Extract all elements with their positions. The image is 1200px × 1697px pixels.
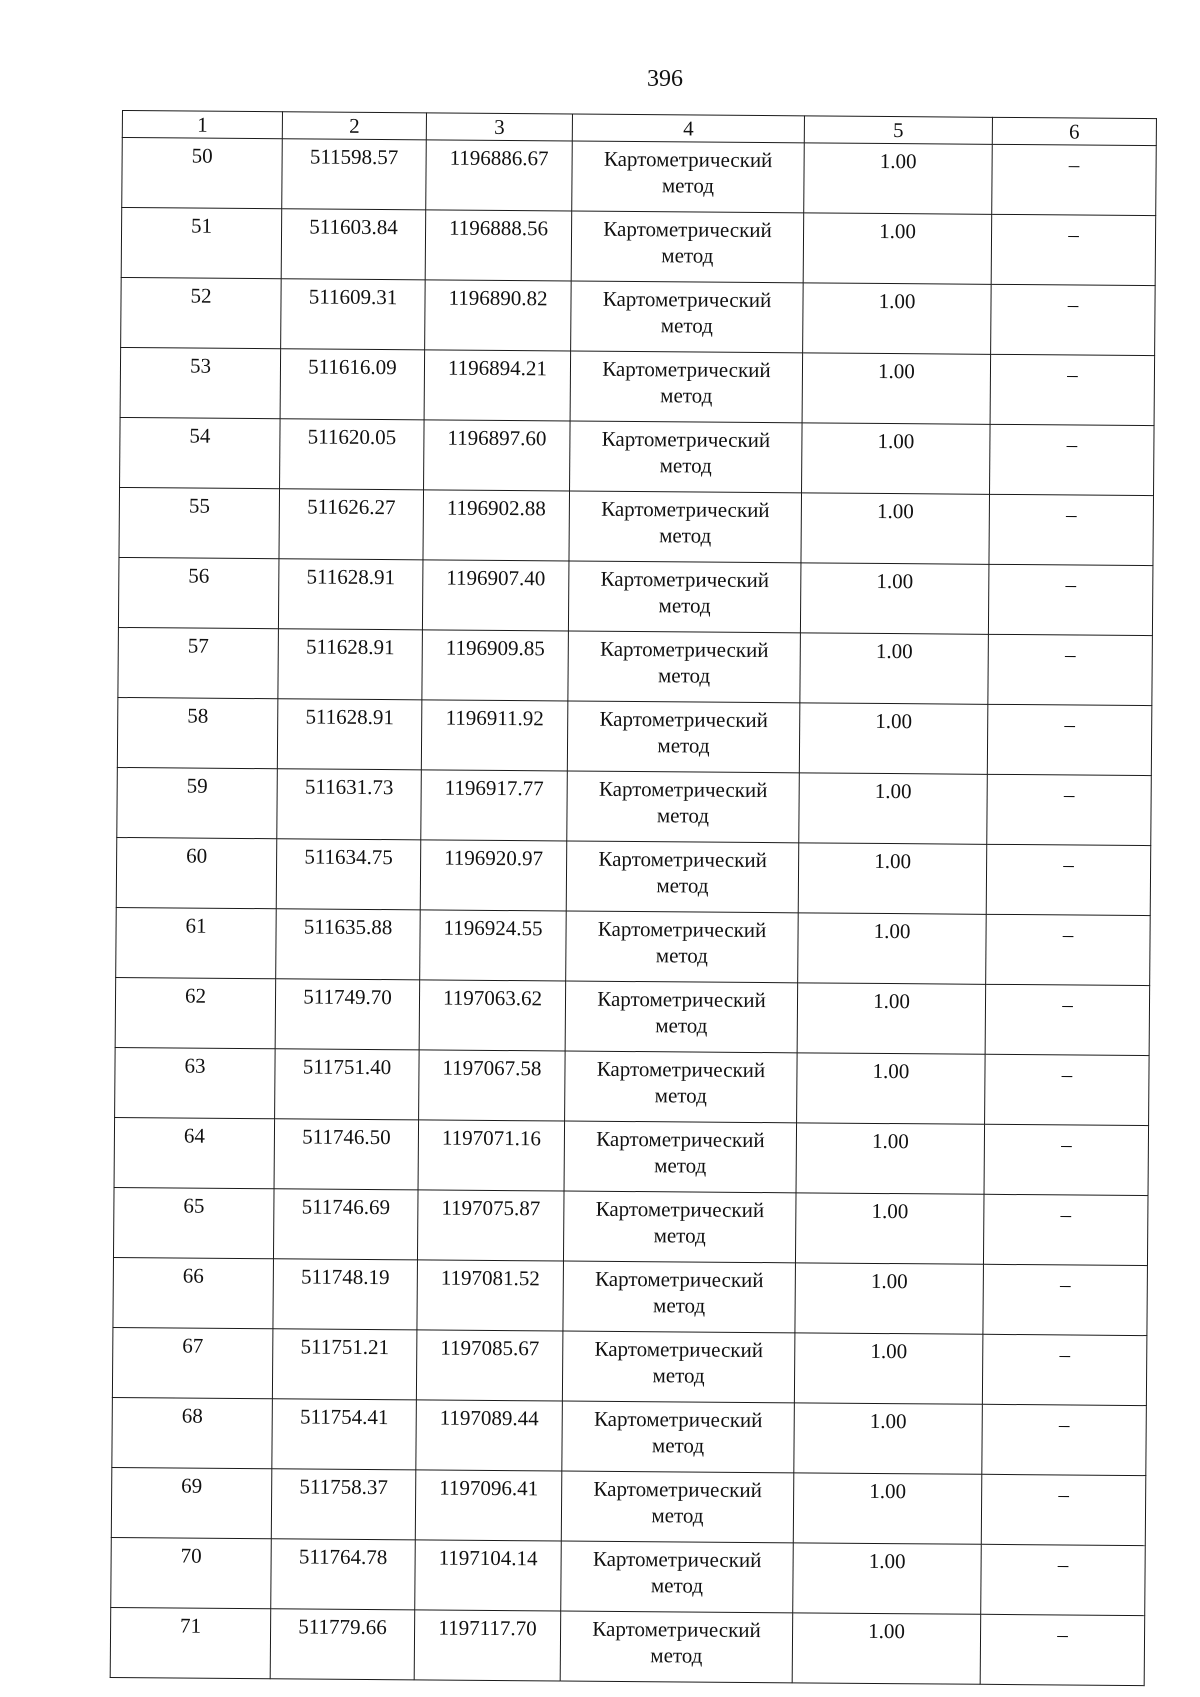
note-cell: – [988, 564, 1153, 635]
accuracy-cell: 1.00 [797, 983, 986, 1054]
method-cell [565, 1051, 798, 1123]
note-cell: – [990, 424, 1155, 495]
method-line-1: Картометрический [601, 426, 771, 453]
point-number-cell: 51 [121, 208, 282, 279]
accuracy-cell: 1.00 [793, 1543, 982, 1614]
x-coordinate-cell: 511628.91 [277, 699, 422, 770]
method-line-1: Картометрический [596, 1126, 765, 1153]
method-line-1: Картометрический [601, 496, 770, 523]
note-cell: – [992, 144, 1157, 215]
accuracy-cell: 1.00 [798, 843, 987, 914]
accuracy-cell: 1.00 [800, 633, 989, 704]
x-coordinate-cell: 511764.78 [271, 1539, 416, 1610]
column-header-3: 3 [426, 113, 572, 141]
method-line-2: метод [654, 1083, 707, 1108]
accuracy-cell: 1.00 [795, 1193, 984, 1264]
table-body [110, 138, 1156, 1686]
table-row [112, 1397, 1147, 1475]
method-line-1: Картометрический [597, 916, 767, 943]
method-line-2: метод [653, 1223, 706, 1248]
point-number-cell: 70 [111, 1537, 272, 1608]
y-coordinate-cell: 1196909.85 [422, 630, 569, 701]
method-line-1: Картометрический [597, 986, 766, 1013]
table-row [117, 767, 1152, 845]
method-line-2: метод [655, 943, 709, 968]
y-coordinate-cell: 1197104.14 [415, 1540, 562, 1611]
table-row [111, 1467, 1146, 1545]
table-row [117, 697, 1152, 775]
point-number-cell: 58 [117, 697, 278, 768]
note-cell: – [985, 984, 1150, 1055]
point-number-cell: 68 [112, 1397, 273, 1468]
point-number-cell: 64 [114, 1117, 275, 1188]
accuracy-cell: 1.00 [804, 143, 993, 214]
method-cell [571, 281, 804, 353]
column-header-1: 1 [122, 111, 282, 139]
note-cell: – [990, 354, 1155, 425]
y-coordinate-cell: 1197085.67 [416, 1330, 563, 1401]
method-cell [563, 1191, 796, 1263]
method-cell [562, 1401, 795, 1473]
point-number-cell: 71 [110, 1607, 271, 1678]
table-row [118, 627, 1153, 705]
table-row [110, 1607, 1145, 1685]
method-line-1: Картометрический [598, 776, 768, 803]
x-coordinate-cell: 511751.21 [272, 1329, 417, 1400]
method-line-1: Картометрический [600, 566, 770, 593]
table-row [114, 1117, 1149, 1195]
x-coordinate-cell: 511746.50 [274, 1119, 419, 1190]
method-line-2: метод [658, 593, 711, 618]
column-header-2: 2 [282, 112, 426, 140]
accuracy-cell: 1.00 [803, 283, 992, 354]
table-row [115, 1047, 1150, 1125]
point-number-cell: 52 [121, 277, 282, 348]
method-line-2: метод [660, 313, 713, 338]
method-line-1: Картометрический [598, 846, 767, 873]
column-header-6: 6 [992, 117, 1156, 145]
method-cell [569, 491, 802, 563]
note-cell: – [991, 214, 1156, 285]
method-line-1: Картометрический [595, 1196, 765, 1223]
note-cell: – [983, 1194, 1148, 1265]
x-coordinate-cell: 511751.40 [275, 1049, 420, 1120]
y-coordinate-cell: 1197081.52 [417, 1260, 564, 1331]
note-cell: – [989, 494, 1154, 565]
note-cell: – [982, 1334, 1147, 1405]
method-line-2: метод [661, 243, 714, 268]
note-cell: – [984, 1124, 1149, 1195]
method-line-2: метод [654, 1153, 707, 1178]
table-row [121, 277, 1156, 355]
method-line-2: метод [656, 803, 710, 828]
x-coordinate-cell: 511609.31 [281, 279, 426, 350]
accuracy-cell: 1.00 [797, 1053, 986, 1124]
x-coordinate-cell: 511635.88 [276, 909, 421, 980]
table-row [112, 1327, 1147, 1405]
y-coordinate-cell: 1196902.88 [423, 490, 570, 561]
method-line-2: метод [659, 523, 712, 548]
method-cell [568, 631, 801, 703]
method-line-2: метод [652, 1363, 705, 1388]
x-coordinate-cell: 511758.37 [271, 1469, 416, 1540]
method-cell [566, 841, 799, 913]
note-cell: – [986, 844, 1151, 915]
method-line-1: Картометрический [602, 356, 771, 383]
y-coordinate-cell: 1196917.77 [421, 770, 568, 841]
x-coordinate-cell: 511754.41 [272, 1399, 417, 1470]
method-line-2: метод [661, 173, 715, 198]
x-coordinate-cell: 511628.91 [278, 559, 423, 630]
method-line-2: метод [660, 383, 713, 408]
accuracy-cell: 1.00 [801, 493, 990, 564]
method-cell [571, 211, 804, 283]
method-line-1: Картометрический [603, 216, 772, 243]
method-line-1: Картометрический [592, 1546, 762, 1573]
note-cell: – [982, 1404, 1147, 1475]
method-line-1: Картометрический [593, 1406, 763, 1433]
accuracy-cell: 1.00 [792, 1613, 981, 1684]
x-coordinate-cell: 511749.70 [275, 979, 420, 1050]
method-line-1: Картометрический [602, 286, 772, 313]
y-coordinate-cell: 1196888.56 [425, 210, 572, 281]
note-cell: – [985, 1054, 1150, 1125]
accuracy-cell: 1.00 [796, 1123, 985, 1194]
note-cell: – [988, 634, 1153, 705]
accuracy-cell: 1.00 [795, 1263, 984, 1334]
method-cell [564, 1121, 797, 1193]
y-coordinate-cell: 1196907.40 [422, 560, 569, 631]
method-cell [563, 1261, 796, 1333]
point-number-cell: 63 [115, 1047, 276, 1118]
y-coordinate-cell: 1196920.97 [420, 840, 567, 911]
x-coordinate-cell: 511779.66 [270, 1609, 415, 1680]
table-row [113, 1257, 1148, 1335]
table-row [115, 977, 1150, 1055]
y-coordinate-cell: 1197067.58 [419, 1050, 566, 1121]
method-line-1: Картометрический [599, 636, 769, 663]
x-coordinate-cell: 511598.57 [282, 139, 427, 210]
point-number-cell: 57 [118, 627, 279, 698]
method-line-1: Картометрический [596, 1056, 766, 1083]
method-line-2: метод [655, 1013, 708, 1038]
coordinates-table [110, 110, 1157, 1686]
method-cell [565, 981, 798, 1053]
method-cell [560, 1611, 793, 1683]
method-cell [570, 351, 803, 423]
table-row [113, 1187, 1148, 1265]
method-cell [567, 771, 800, 843]
method-line-2: метод [652, 1293, 706, 1318]
point-number-cell: 59 [117, 767, 278, 838]
note-cell: – [987, 774, 1152, 845]
method-cell [561, 1471, 794, 1543]
point-number-cell: 61 [116, 907, 277, 978]
note-cell: – [983, 1264, 1148, 1335]
method-line-2: метод [650, 1573, 704, 1598]
point-number-cell: 65 [113, 1187, 274, 1258]
note-cell: – [981, 1544, 1146, 1615]
table-row [111, 1537, 1146, 1615]
y-coordinate-cell: 1196886.67 [426, 140, 573, 211]
y-coordinate-cell: 1197075.87 [417, 1190, 564, 1261]
method-cell [566, 911, 799, 983]
point-number-cell: 55 [119, 487, 280, 558]
method-cell [568, 561, 801, 633]
note-cell: – [980, 1614, 1145, 1685]
y-coordinate-cell: 1196924.55 [420, 910, 567, 981]
y-coordinate-cell: 1196894.21 [424, 350, 571, 421]
x-coordinate-cell: 511626.27 [279, 489, 424, 560]
x-coordinate-cell: 511616.09 [280, 349, 425, 420]
accuracy-cell: 1.00 [799, 703, 988, 774]
method-line-2: метод [650, 1643, 703, 1668]
method-line-1: Картометрический [595, 1266, 764, 1293]
method-cell [561, 1541, 794, 1613]
method-line-1: Картометрический [593, 1476, 763, 1503]
note-cell: – [987, 704, 1152, 775]
method-line-1: Картометрический [592, 1616, 761, 1643]
x-coordinate-cell: 511628.91 [278, 629, 423, 700]
accuracy-cell: 1.00 [802, 353, 991, 424]
point-number-cell: 66 [113, 1257, 274, 1328]
table-row [120, 417, 1155, 495]
y-coordinate-cell: 1196911.92 [421, 700, 568, 771]
point-number-cell: 69 [111, 1467, 272, 1538]
accuracy-cell: 1.00 [799, 773, 988, 844]
column-header-4: 4 [572, 114, 804, 143]
x-coordinate-cell: 511603.84 [281, 209, 426, 280]
method-line-1: Картометрический [603, 146, 773, 173]
y-coordinate-cell: 1196897.60 [424, 420, 571, 491]
point-number-cell: 67 [112, 1327, 273, 1398]
note-cell: – [981, 1474, 1146, 1545]
method-line-2: метод [651, 1433, 705, 1458]
point-number-cell: 56 [118, 557, 279, 628]
x-coordinate-cell: 511631.73 [277, 769, 422, 840]
table-row [121, 208, 1156, 286]
x-coordinate-cell: 511746.69 [273, 1189, 418, 1260]
table-row [120, 347, 1155, 425]
method-cell [567, 701, 800, 773]
table-row [116, 907, 1151, 985]
method-line-1: Картометрический [599, 706, 769, 733]
method-cell [562, 1331, 795, 1403]
accuracy-cell: 1.00 [803, 213, 992, 284]
table-row [118, 557, 1153, 635]
method-line-1: Картометрический [594, 1336, 764, 1363]
method-cell [572, 141, 805, 213]
point-number-cell: 53 [120, 347, 281, 418]
table-row [122, 138, 1157, 216]
point-number-cell: 60 [116, 837, 277, 908]
y-coordinate-cell: 1197063.62 [419, 980, 566, 1051]
point-number-cell: 62 [115, 977, 276, 1048]
method-line-2: метод [656, 873, 709, 898]
y-coordinate-cell: 1197117.70 [414, 1610, 561, 1681]
point-number-cell: 54 [120, 417, 281, 488]
table-row [116, 837, 1151, 915]
column-header-5: 5 [804, 116, 992, 144]
y-coordinate-cell: 1197071.16 [418, 1120, 565, 1191]
accuracy-cell: 1.00 [802, 423, 991, 494]
method-line-2: метод [651, 1503, 704, 1528]
page-number: 396 [647, 66, 683, 92]
accuracy-cell: 1.00 [794, 1403, 983, 1474]
y-coordinate-cell: 1197089.44 [416, 1400, 563, 1471]
accuracy-cell: 1.00 [794, 1333, 983, 1404]
accuracy-cell: 1.00 [800, 563, 989, 634]
method-line-2: метод [657, 733, 710, 758]
note-cell: – [991, 284, 1156, 355]
x-coordinate-cell: 511748.19 [273, 1259, 418, 1330]
y-coordinate-cell: 1197096.41 [415, 1470, 562, 1541]
x-coordinate-cell: 511620.05 [280, 419, 425, 490]
method-line-2: метод [659, 453, 712, 478]
accuracy-cell: 1.00 [793, 1473, 982, 1544]
method-line-2: метод [657, 663, 711, 688]
table-row [119, 487, 1154, 565]
note-cell: – [986, 914, 1151, 985]
y-coordinate-cell: 1196890.82 [425, 280, 572, 351]
accuracy-cell: 1.00 [798, 913, 987, 984]
x-coordinate-cell: 511634.75 [276, 839, 421, 910]
method-cell [570, 421, 803, 493]
point-number-cell: 50 [122, 138, 283, 209]
